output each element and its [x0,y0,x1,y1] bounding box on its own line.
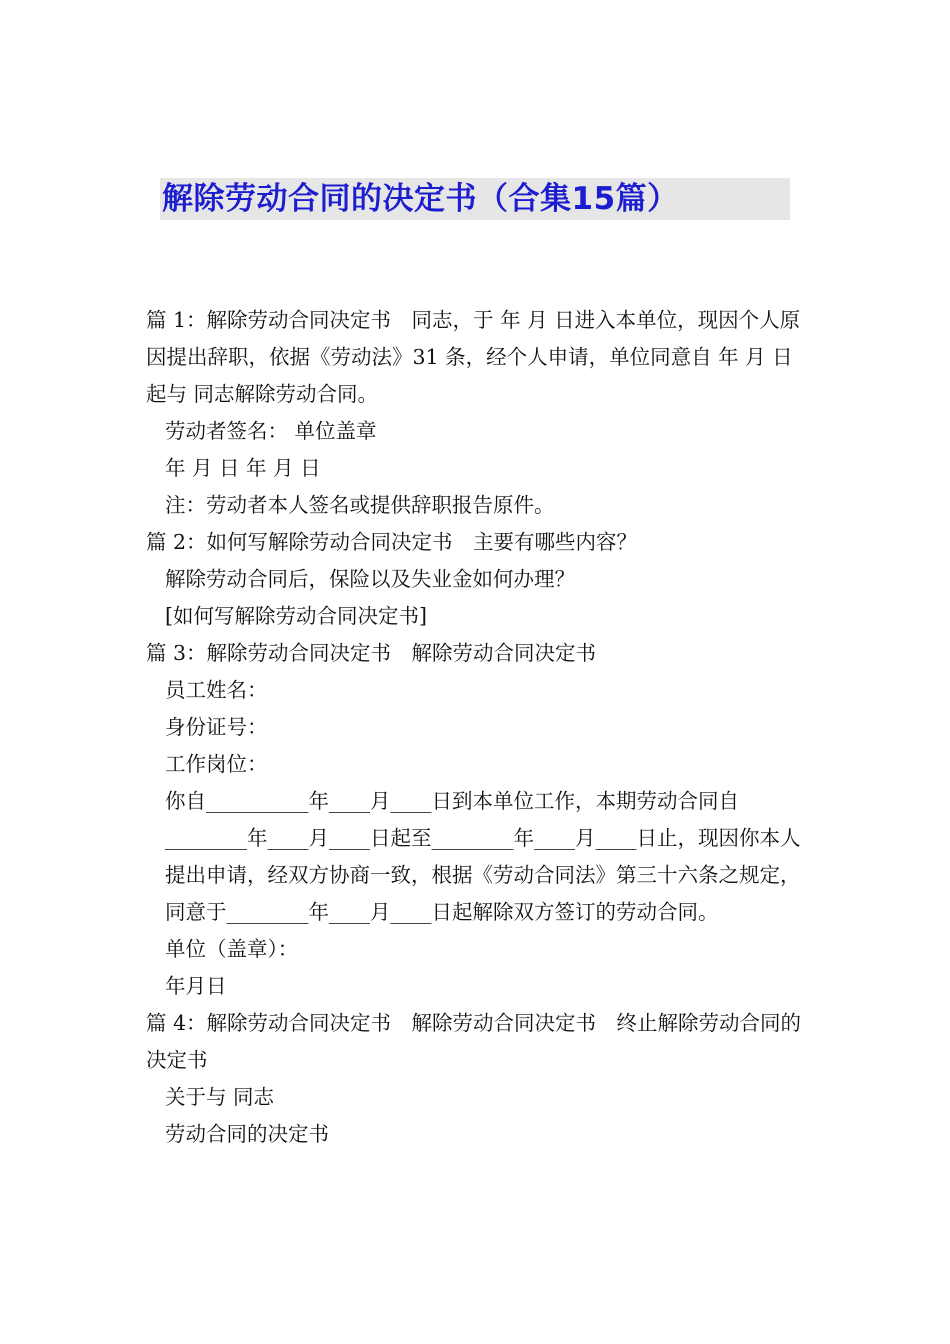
paragraph: 劳动者签名： 单位盖章 [165,419,377,443]
paragraph: 年 月 日 年 月 日 [165,456,321,480]
paragraph: 解除劳动合同后，保险以及失业金如何办理？ [165,567,575,591]
paragraph: 篇 2：如何写解除劳动合同决定书 主要有哪些内容？ [146,530,638,554]
paragraph: 关于与 同志 [165,1085,275,1109]
document-body [146,302,808,1153]
paragraph: 篇 1：解除劳动合同决定书 同志，于 年 月 日进入本单位，现因个人原因提出辞职，依据《劳动法》31 条，经个人申请，单位同意自 年 月 日起与 同志解除劳动合同。 [146,308,801,406]
paragraph: 身份证号： [165,715,268,739]
paragraph: 篇 4：解除劳动合同决定书 解除劳动合同决定书 终止解除劳动合同的决定书 [146,1011,802,1072]
paragraph: 篇 3：解除劳动合同决定书 解除劳动合同决定书 [146,641,597,665]
document-title: 解除劳动合同的决定书（合集15篇） [162,181,679,217]
paragraph: 员工姓名： [165,678,268,702]
title-highlight [160,178,790,220]
paragraph: 注：劳动者本人签名或提供辞职报告原件。 [165,493,555,517]
paragraph: [如何写解除劳动合同决定书] [165,604,427,628]
paragraph: 年月日 [165,974,227,998]
paragraph: 单位（盖章）： [165,937,299,961]
paragraph: 劳动合同的决定书 [165,1122,329,1146]
paragraph: 你自__________年____月____日到本单位工作，本期劳动合同自________年____月____日起至________年____月____日止，现因你本人提出申请，经双方协商一致，根据《劳动合同法》第三十六条之规定，同意于________年____月____日起解除双方签订的劳动合同。 [165,789,801,924]
paragraph: 工作岗位： [165,752,268,776]
